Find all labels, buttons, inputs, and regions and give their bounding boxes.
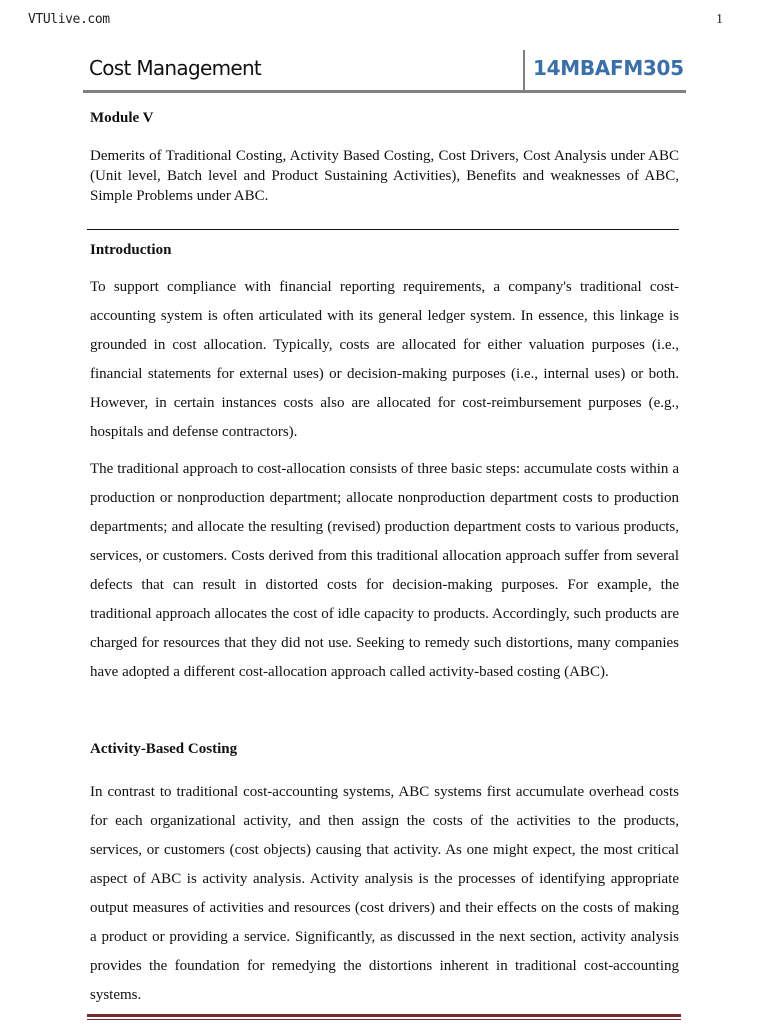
introduction-paragraph-1: To support compliance with financial reporting requirements, a company's traditional cost-accounting system is often articulated with its general ledger system. In essence, this linkage is grounded in cost allocation. Typically, costs are allocated for either valuation purposes (i.e., financial statements for external uses) or decision-making purposes (i.e., internal uses) or both. However, in certain instances costs also are allocated for cost-reimbursement purposes (e.g., hospitals and defense contractors). <box>90 279 679 440</box>
introduction-paragraph-2: The traditional approach to cost-allocation consists of three basic steps: accumulate costs within a production or nonproduction department; allocate nonproduction department costs to production departments; and allocate the resulting (revised) production department costs to various products, services, or customers. Costs derived from this traditional allocation approach suffer from several defects that can result in distorted costs for decision-making purposes. For example, the traditional approach allocates the cost of idle capacity to products. Accordingly, such products are charged for resources that they did not use. Seeking to remedy such distortions, many companies have adopted a different cost-allocation approach called activity-based costing (ABC). <box>90 461 679 680</box>
footer-rule-thick <box>87 1014 681 1017</box>
site-name[interactable]: VTUlive.com <box>28 12 110 27</box>
abc-heading: Activity-Based Costing <box>90 741 238 757</box>
header-divider <box>523 50 525 90</box>
footer-rule-thin <box>87 1019 681 1020</box>
course-code: 14MBAFM305 <box>533 56 684 80</box>
section-divider <box>87 229 679 230</box>
abc-paragraph-1: In contrast to traditional cost-accounting systems, ABC systems first accumulate overhead costs for each organizational activity, and then assign the costs of the activities to the products, services, or customers (cost objects) causing that activity. As one might expect, the most critical aspect of ABC is activity analysis. Activity analysis is the processes of identifying appropriate output measures of activities and resources (cost drivers) and their effects on the costs of making a product or providing a service. Significantly, as discussed in the next section, activity analysis provides the foundation for remedying the distortions inherent in traditional cost-accounting systems. <box>90 784 679 1003</box>
page-number: 1 <box>716 12 723 27</box>
module-title: Module V <box>90 110 154 126</box>
course-title: Cost Management <box>89 56 262 80</box>
module-syllabus: Demerits of Traditional Costing, Activity Based Costing, Cost Drivers, Cost Analysis under ABC (Unit level, Batch level and Product Sustaining Activities), Benefits and weaknesses of ABC, Simple Problems under ABC. <box>90 148 679 204</box>
introduction-heading: Introduction <box>90 242 172 258</box>
page-top-bar <box>28 12 723 32</box>
document-header <box>83 48 686 93</box>
